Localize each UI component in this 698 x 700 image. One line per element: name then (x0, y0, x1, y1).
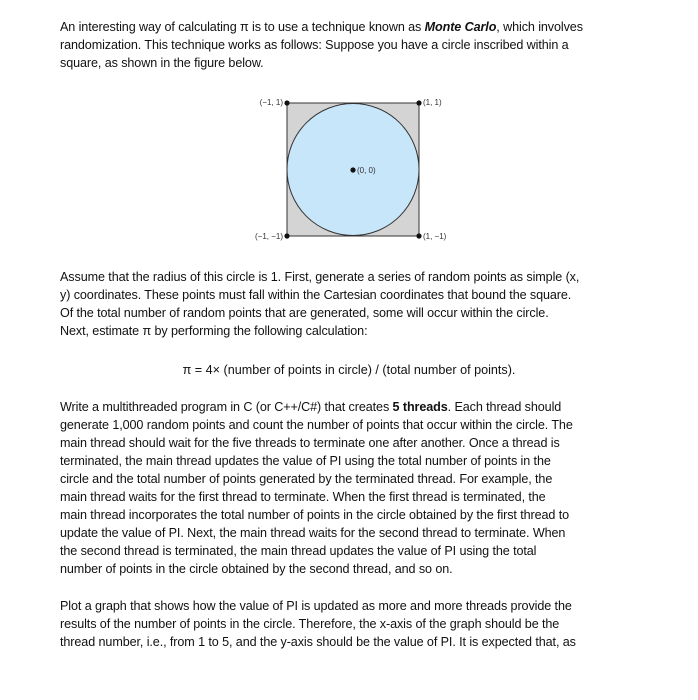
plot-paragraph (60, 597, 650, 651)
label-top-left: (−1, 1) (259, 98, 283, 107)
point-marker-center (350, 167, 355, 172)
thread-count-emphasis: 5 threads (392, 400, 448, 414)
monte-carlo-term: Monte Carlo (424, 20, 497, 34)
text-line: Next, estimate π by performing the following calculation: (60, 324, 368, 338)
text-line: generate 1,000 random points and count the number of points that occur within the circle. The (60, 418, 573, 432)
text-line: terminated, the main thread updates the value of PI using the total number of points in the (60, 454, 551, 468)
circle-in-square-figure (220, 90, 480, 250)
text-run: , which involves (496, 20, 583, 34)
figure-svg (220, 90, 480, 250)
text-line: update the value of PI. Next, the main thread waits for the second thread to terminate. When (60, 526, 566, 540)
label-center: (0, 0) (357, 166, 376, 175)
method-paragraph (60, 268, 650, 340)
text-line: randomization. This technique works as follows: Suppose you have a circle inscribed within a (60, 38, 569, 52)
intro-paragraph (60, 18, 650, 72)
point-marker-bottom-left (284, 233, 289, 238)
text-run: An interesting way of calculating π is to use a technique known as (60, 20, 425, 34)
text-line: thread number, i.e., from 1 to 5, and the y-axis should be the value of PI. It is expected that, as (60, 635, 576, 649)
point-marker-top-left (284, 100, 289, 105)
text-line: square, as shown in the figure below. (60, 56, 264, 70)
text-line: the second thread is terminated, the main thread updates the value of PI using the total (60, 544, 537, 558)
task-paragraph (60, 398, 650, 578)
text-line: Assume that the radius of this circle is 1. First, generate a series of random points as simple (x, (60, 270, 580, 284)
text-line: y) coordinates. These points must fall within the Cartesian coordinates that bound the square. (60, 288, 572, 302)
text-line (60, 398, 650, 416)
point-marker-top-right (416, 100, 421, 105)
text-line (60, 18, 650, 36)
label-top-right: (1, 1) (423, 98, 442, 107)
text-line: circle and the total number of points generated by the terminated thread. For example, the (60, 472, 553, 486)
text-run: . Each thread should (447, 400, 562, 414)
text-line: main thread waits for the first thread to terminate. When the first thread is terminated, the (60, 490, 546, 504)
text-line: main thread incorporates the total number of points in the circle obtained by the first thread to (60, 508, 570, 522)
text-line: Of the total number of random points that are generated, some will occur within the circle. (60, 306, 549, 320)
text-line: Plot a graph that shows how the value of PI is updated as more and more threads provide the (60, 599, 572, 613)
point-marker-bottom-right (416, 233, 421, 238)
label-bottom-right: (1, −1) (423, 232, 447, 241)
text-run: Write a multithreaded program in C (or C++/C#) that creates (60, 400, 393, 414)
pi-formula: π = 4× (number of points in circle) / (total number of points). (182, 363, 516, 377)
label-bottom-left: (−1, −1) (254, 232, 283, 241)
text-line: results of the number of points in the circle. Therefore, the x-axis of the graph should be the (60, 617, 560, 631)
text-line: main thread should wait for the five threads to terminate one after another. Once a thread is (60, 436, 560, 450)
text-line: number of points in the circle obtained by the second thread, and so on. (60, 562, 453, 576)
